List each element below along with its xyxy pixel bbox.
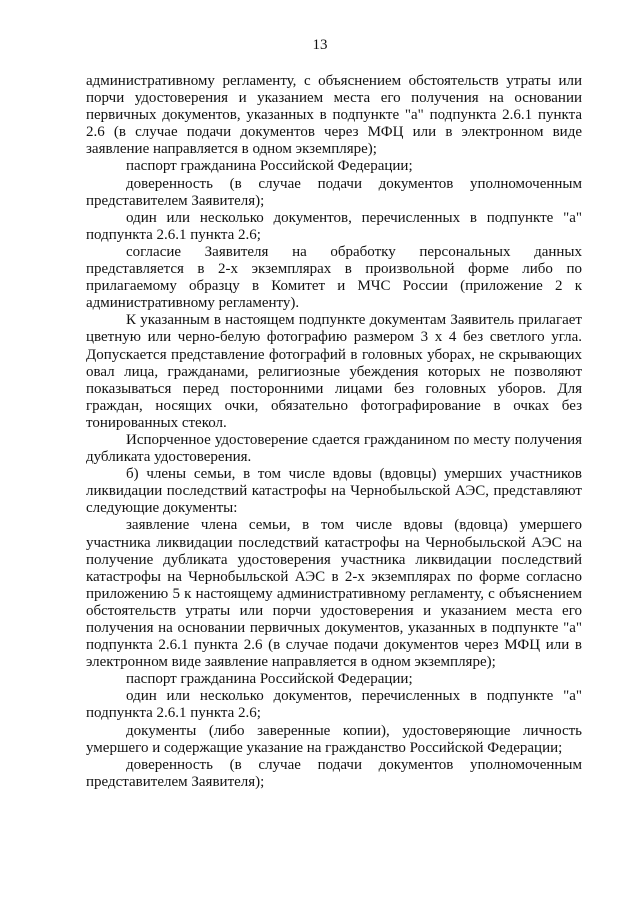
paragraph-damaged-certificate: Испорченное удостоверение сдается гражданином по месту получения дубликата удостоверения.: [86, 431, 582, 466]
paragraph-power-of-attorney-2: доверенность (в случае подачи документов уполномоченным представителем Заявителя);: [86, 756, 582, 790]
page-number: 13: [312, 37, 328, 53]
paragraph-passport-2: паспорт гражданина Российской Федерации;: [126, 671, 413, 688]
paragraph-family-members: б) члены семьи, в том числе вдовы (вдовцы) умерших участников ликвидации последствий катастрофы на Чернобыльской АЭС, представляют следующие документы:: [86, 466, 582, 517]
paragraph-personal-data-consent: согласие Заявителя на обработку персональных данных представляется в 2-х экземплярах в произвольной форме либо по прилагаемому образцу в Комитет и МЧС России (приложение 2 к административному регламенту).: [86, 243, 582, 312]
paragraph-family-application: заявление члена семьи, в том числе вдовы (вдовца) умершего участника ликвидации последствий катастрофы на Чернобыльской АЭС на получение дубликата удостоверения участника ликвидации последствий катастрофы на Чернобыльской АЭС в 2-х экземплярах по форме согласно приложению 5 к настоящему административному регламенту, с объяснением обстоятельств утраты или порчи удостоверения и указанием места его получения на основании первичных документов, указанных в подпункте "а" подпункта 2.6.1 пункта 2.6 (в случае подачи документов через МФЦ или в электронном виде заявление направляется в одном экземпляре);: [86, 517, 582, 671]
paragraph-documents-listed: один или несколько документов, перечисленных в подпункте "а" подпункта 2.6.1 пункта 2.6;: [86, 209, 582, 243]
paragraph-continuation: административному регламенту, с объяснением обстоятельств утраты или порчи удостоверения и указанием места его получения на основании первичных документов, указанных в подпункте "а" подпункта 2.6.1 пункта 2.6 (в случае подачи документов через МФЦ или в электронном виде заявление направляется в одном экземпляре);: [86, 73, 582, 158]
paragraph-deceased-identity: документы (либо заверенные копии), удостоверяющие личность умершего и содержащие указание на гражданство Российской Федерации;: [86, 722, 582, 756]
document-body: [86, 73, 582, 791]
paragraph-documents-listed-2: один или несколько документов, перечисленных в подпункте "а" подпункта 2.6.1 пункта 2.6;: [86, 688, 582, 722]
paragraph-power-of-attorney: доверенность (в случае подачи документов уполномоченным представителем Заявителя);: [86, 175, 582, 209]
paragraph-passport: паспорт гражданина Российской Федерации;: [126, 158, 413, 175]
paragraph-photo-requirements: К указанным в настоящем подпункте документам Заявитель прилагает цветную или черно-белую фотографию размером 3 х 4 без светлого угла. Допускается представление фотографий в головных уборах, не скрывающих овал лица, гражданами, религиозные убеждения которых не позволяют показываться перед посторонними лицами без головных уборов. Для граждан, носящих очки, обязательно фотографирование в очках без тонированных стекол.: [86, 312, 582, 431]
